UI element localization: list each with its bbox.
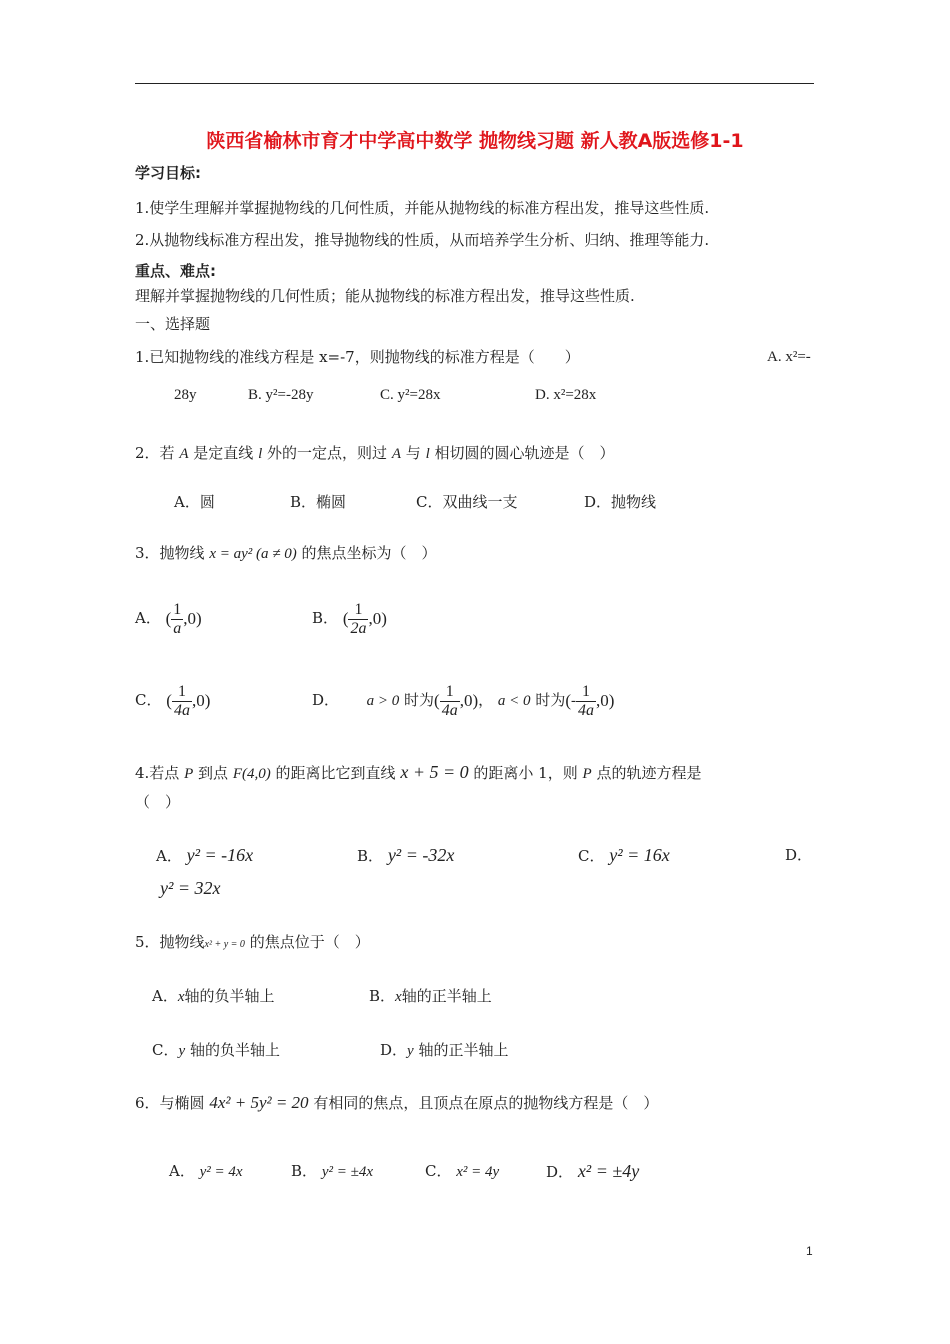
q3-d-close-2: ,0) xyxy=(596,691,615,710)
q3-a-close: ,0) xyxy=(183,609,202,628)
q3-d-numerator-2: 1 xyxy=(582,682,590,700)
goals-heading: 学习目标: xyxy=(135,164,201,182)
q6-option-c xyxy=(425,1161,499,1182)
key-heading: 重点、难点: xyxy=(135,262,216,280)
q1-option-a-tail: 28y xyxy=(174,387,197,403)
q4-a-equation: y² = -16x xyxy=(186,845,254,865)
q2-text-4: 与 xyxy=(405,444,421,462)
q3-c-close: ,0) xyxy=(191,691,211,710)
q1-option-d: D. x²=28x xyxy=(535,387,597,403)
q4-b-equation: y² = -32x xyxy=(387,845,455,865)
q2-text-3: 外的一定点，则过 xyxy=(267,444,388,462)
q4-option-d: D． xyxy=(785,846,813,864)
q6-text-2: 有相同的焦点，且顶点在原点的抛物线方程是（ ） xyxy=(313,1094,659,1112)
q3-b-denominator: 2a xyxy=(350,619,367,637)
q5-option-b xyxy=(369,986,492,1007)
q4-d-equation xyxy=(160,878,221,899)
q6-d-label: D． xyxy=(546,1163,574,1181)
top-rule xyxy=(135,83,814,84)
q3-d-close-1: ,0) xyxy=(459,691,479,710)
q2-option-b: B．椭圆 xyxy=(290,493,347,511)
q4-b-label: B． xyxy=(357,847,384,865)
q4-c-equation: y² = 16x xyxy=(609,845,670,865)
q3-d-when-2: 时为 xyxy=(535,691,566,709)
q3-stem xyxy=(135,543,437,564)
q1-option-b: B. y²=-28y xyxy=(248,387,314,403)
q3-text-1: 3．抛物线 xyxy=(135,544,205,562)
q5-equation: x² + y = 0 xyxy=(204,939,245,950)
q4-option-b xyxy=(357,845,454,866)
q2-stem xyxy=(135,443,615,464)
q3-d-denominator-1: 4a xyxy=(441,701,458,719)
q6-d-equation: x² = ±4y xyxy=(577,1161,640,1181)
q6-text-1: 6．与椭圆 xyxy=(135,1094,205,1112)
q5-option-a xyxy=(152,986,275,1007)
q6-option-a xyxy=(169,1161,243,1182)
q4-text-5: 点的轨迹方程是 xyxy=(596,764,702,782)
q6-option-d xyxy=(546,1161,639,1182)
q4-symbol-p: P xyxy=(184,766,194,782)
q2-symbol-l2: l xyxy=(425,446,430,462)
q5-c-label: C． xyxy=(152,1041,179,1059)
q2-text-1: 2．若 xyxy=(135,444,175,462)
q5-c-axis: y xyxy=(178,1043,186,1059)
key-text: 理解并掌握抛物线的几何性质；能从抛物线的标准方程出发，推导这些性质. xyxy=(135,287,635,305)
q4-c-label: C． xyxy=(578,847,605,865)
goal-1: 1.使学生理解并掌握抛物线的几何性质，并能从抛物线的标准方程出发，推导这些性质. xyxy=(135,199,710,217)
q3-option-b xyxy=(312,598,387,639)
q5-a-label: A． xyxy=(152,987,178,1005)
q3-c-open: ( xyxy=(166,691,172,710)
q6-stem xyxy=(135,1093,658,1113)
q3-c-numerator: 1 xyxy=(177,682,186,700)
q4-text-1: 4.若点 xyxy=(135,764,180,782)
q3-d-open-2: ( xyxy=(565,691,571,710)
q4-point: F(4,0) xyxy=(232,766,271,782)
q4-option-a xyxy=(156,845,253,866)
q2-symbol-a2: A xyxy=(391,446,401,462)
q3-text-2: 的焦点坐标为（ ） xyxy=(301,544,437,562)
q2-option-c: C．双曲线一支 xyxy=(416,493,518,511)
q5-b-axis: x xyxy=(395,989,402,1005)
q6-b-equation: y² = ±4x xyxy=(321,1164,373,1180)
q5-stem xyxy=(135,932,370,955)
q1-stem: 1.已知抛物线的准线方程是 x=-7，则抛物线的标准方程是（ ） xyxy=(135,348,580,366)
q3-d-condition-2: a < 0 xyxy=(497,693,531,709)
q3-c-label: C． xyxy=(135,691,162,709)
q3-option-c xyxy=(135,680,210,721)
q6-a-equation: y² = 4x xyxy=(199,1164,243,1180)
q3-b-label: B． xyxy=(312,609,339,627)
q5-a-text: 轴的负半轴上 xyxy=(184,987,275,1005)
q3-d-label: D． xyxy=(312,691,340,709)
q3-d-fraction-1 xyxy=(440,683,460,720)
q6-c-equation: x² = 4y xyxy=(456,1164,500,1180)
q4-text-3: 的距离比它到直线 xyxy=(275,764,396,782)
q2-option-a: A．圆 xyxy=(174,493,215,511)
q6-c-label: C． xyxy=(425,1162,452,1180)
q3-d-negative: - xyxy=(571,693,576,709)
q5-d-label: D． xyxy=(380,1041,408,1059)
q1-option-a-head: A. x²=- xyxy=(767,349,811,365)
q4-text-2: 到点 xyxy=(198,764,229,782)
q3-a-fraction xyxy=(171,601,183,638)
q5-text-2: 的焦点位于（ ） xyxy=(249,933,370,951)
q5-d-axis: y xyxy=(407,1043,414,1059)
q3-d-fraction-2 xyxy=(576,683,596,720)
q6-equation: 4x² + 5y² = 20 xyxy=(209,1093,309,1112)
q3-a-label: A． xyxy=(135,609,161,627)
q5-option-d xyxy=(380,1040,509,1061)
q3-b-fraction xyxy=(348,601,368,638)
q3-d-open-1: ( xyxy=(434,691,440,710)
q5-a-axis: x xyxy=(177,989,185,1005)
q4-blank: （ ） xyxy=(135,793,181,811)
q3-d-separator: ， xyxy=(478,691,494,709)
q3-a-denominator: a xyxy=(173,619,182,637)
q3-option-d xyxy=(312,680,614,721)
q5-c-text: 轴的负半轴上 xyxy=(189,1041,280,1059)
document-title: 陕西省榆林市育才中学高中数学 抛物线习题 新人教A版选修1-1 xyxy=(206,130,744,152)
q3-b-open: ( xyxy=(342,609,349,628)
q3-b-close: ,0) xyxy=(368,609,387,628)
q3-equation: x = ay² (a ≠ 0) xyxy=(209,546,297,562)
q4-stem xyxy=(135,762,701,784)
q5-b-label: B． xyxy=(369,987,396,1005)
q6-a-label: A． xyxy=(169,1162,195,1180)
q3-c-fraction xyxy=(172,683,192,720)
q4-a-label: A． xyxy=(156,847,182,865)
q1-option-c: C. y²=28x xyxy=(380,387,441,403)
q3-option-a xyxy=(135,598,202,639)
q2-option-d: D．抛物线 xyxy=(584,493,657,511)
q6-b-label: B． xyxy=(291,1162,318,1180)
q5-b-text: 轴的正半轴上 xyxy=(401,987,492,1005)
q2-text-2: 是定直线 xyxy=(193,444,254,462)
q5-text-1: 5．抛物线 xyxy=(135,933,205,951)
q3-d-numerator-1: 1 xyxy=(445,682,454,700)
q3-a-open: ( xyxy=(165,609,172,628)
q5-option-c xyxy=(152,1040,280,1061)
section-heading: 一、选择题 xyxy=(135,315,211,333)
q3-d-denominator-2: 4a xyxy=(578,701,594,719)
q4-symbol-p2: P xyxy=(582,766,592,782)
q3-b-numerator: 1 xyxy=(354,600,363,618)
page-number: 1 xyxy=(806,1244,813,1258)
q4-text-4: 的距离小 1，则 xyxy=(473,764,578,782)
q4-line: x + 5 = 0 xyxy=(400,762,469,782)
goal-2: 2.从抛物线标准方程出发，推导抛物线的性质，从而培养学生分析、归纳、推理等能力. xyxy=(135,231,710,249)
q3-d-condition-1: a > 0 xyxy=(366,693,400,709)
q3-d-when-1: 时为 xyxy=(404,691,435,709)
q3-a-numerator: 1 xyxy=(173,600,182,618)
q2-text-5: 相切圆的圆心轨迹是（ ） xyxy=(434,444,615,462)
q2-symbol-a: A xyxy=(179,446,189,462)
q2-symbol-l: l xyxy=(258,446,263,462)
q6-option-b xyxy=(291,1161,373,1182)
q4-option-c xyxy=(578,845,670,866)
q3-c-denominator: 4a xyxy=(173,701,190,719)
q5-d-text: 轴的正半轴上 xyxy=(418,1041,509,1059)
q4-d-equation-text: y² = 32x xyxy=(160,878,221,898)
